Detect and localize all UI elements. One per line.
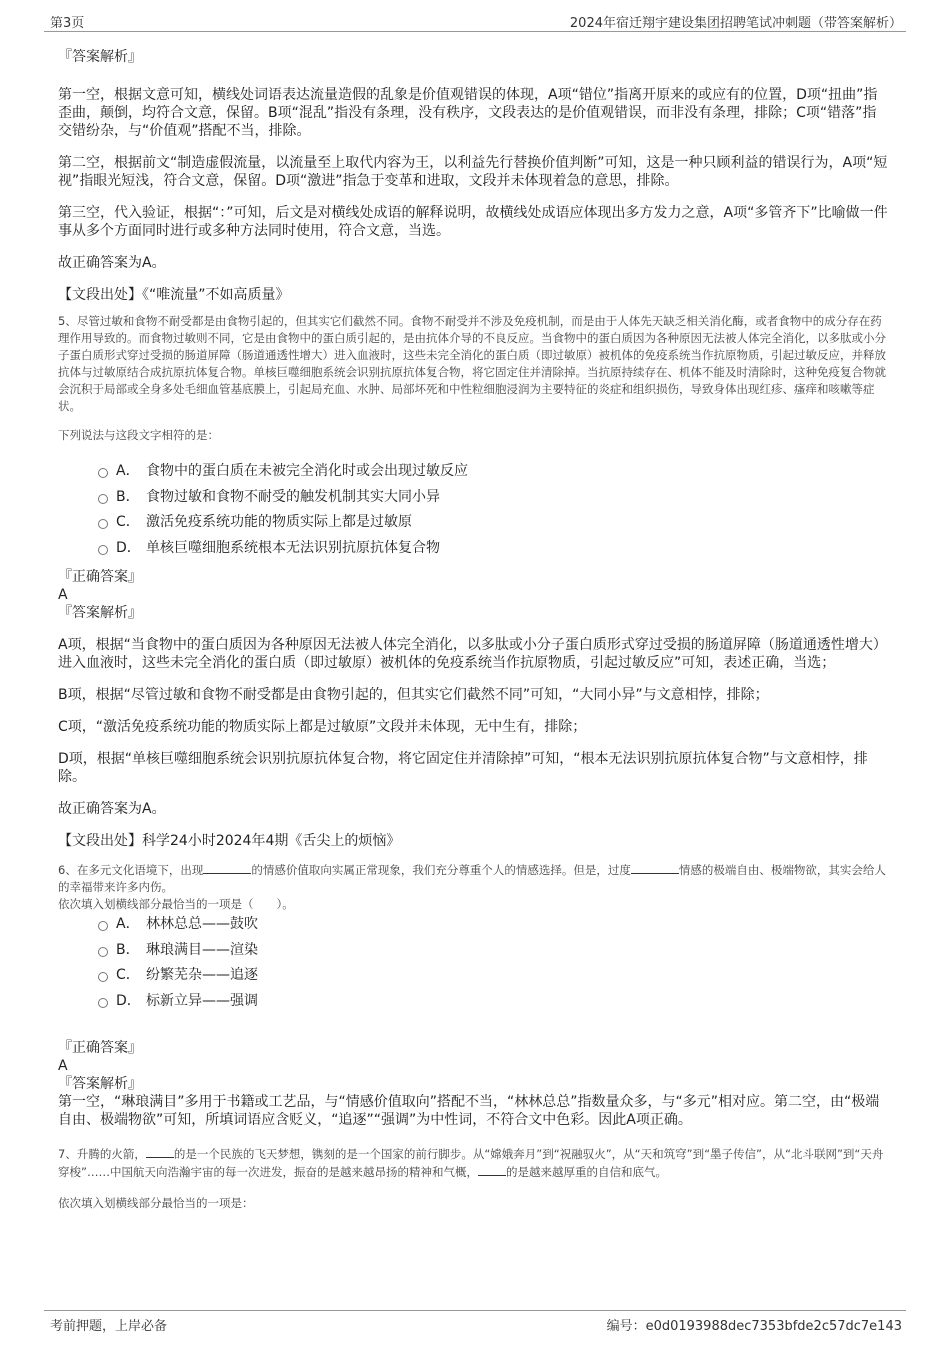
q6-analysis-label: 『答案解析』	[58, 1076, 142, 1092]
answer-blank	[203, 861, 251, 874]
q5-stem: 5、尽管过敏和食物不耐受都是由食物引起的，但其实它们截然不同。食物不耐受并不涉及免疫机制，而是由于人体先天缺乏相关消化酶，或者食物中的成分存在药理作用导致的。而食物过敏则不同，它是由食物中的蛋白质引起的，是由抗体介导的不良反应。当食物中的蛋白质因为各种原因无法被人体完全消化，以多肽或小分子蛋白质形式穿过受损的肠道屏障（肠道通透性增大）进入血液时，这些未完全消化的蛋白质（即过敏原）被机体的免疫系统当作抗原物质，引起过敏反应，并释放抗体与过敏原结合成抗原抗体复合物。单核巨噬细胞系统会识别抗原抗体复合物，将它固定住并清除掉。当抗原持续存在、机体不能及时清除时，这种免疫复合物就会沉积于局部或全身多处毛细血管基底膜上，引起局充血、水肿、局部坏死和中性粒细胞浸润为主要特征的炎症和组织损伤，导致身体出现红疹、瘙痒和咳嗽等症状。	[58, 314, 886, 413]
q5-answer-label: 『正确答案』	[58, 569, 142, 585]
radio-icon[interactable]	[98, 494, 108, 504]
q5-options	[58, 462, 890, 564]
q6-options	[58, 915, 890, 1017]
radio-icon[interactable]	[98, 545, 108, 555]
header-divider	[44, 31, 906, 32]
radio-icon[interactable]	[98, 519, 108, 529]
radio-icon[interactable]	[98, 921, 108, 931]
q6-answer: A	[58, 1058, 68, 1074]
q6-option-b[interactable]: B． 琳琅满目——渲染	[58, 941, 890, 967]
answer-blank	[631, 861, 679, 874]
q7-stem: 7、升腾的火箭， 的是一个民族的飞天梦想，镌刻的是一个国家的前行脚步。从“嫦娥奔月”到“祝融驭火”，从“天和筑穹”到“墨子传信”，从“北斗联网”到“天舟穿梭”……中国航天向浩瀚宇宙的每一次进发，振奋的是越来越昂扬的精神和气概， 的是越来越厚重的自信和底气。	[58, 1147, 884, 1179]
q6-stem: 6、在多元文化语境下，出现 的情感价值取向实属正常现象，我们充分尊重个人的情感选择。但是，过度 情感的极端自由、极端物欲，其实会给人的幸福带来许多内伤。	[58, 863, 886, 894]
q6-prompt: 依次填入划横线部分最恰当的一项是（ ）。	[58, 897, 294, 911]
q5-conclusion: 故正确答案为A。	[58, 801, 166, 817]
radio-icon[interactable]	[98, 998, 108, 1008]
q5-analysis-a: A项，根据“当食物中的蛋白质因为各种原因无法被人体完全消化，以多肽或小分子蛋白质形式穿过受损的肠道屏障（肠道通透性增大）进入血液时，这些未完全消化的蛋白质（即过敏原）被机体的免疫系统当作抗原物质，引起过敏反应”可知，表述正确，当选；	[58, 637, 887, 671]
radio-icon[interactable]	[98, 947, 108, 957]
q4-analysis-para3: 第三空，代入验证，根据“：”可知，后文是对横线处成语的解释说明，故横线处成语应体现出多方发力之意，A项“多管齐下”比喻做一件事从多个方面同时进行或多种方法同时使用，符合文意，当选。	[58, 205, 888, 239]
q5-prompt: 下列说法与这段文字相符的是：	[58, 428, 219, 442]
answer-blank	[146, 1145, 174, 1158]
q4-source: 【文段出处】《“唯流量”不如高质量》	[58, 287, 290, 303]
q5-option-b[interactable]: B． 食物过敏和食物不耐受的触发机制其实大同小异	[58, 488, 890, 514]
q4-conclusion: 故正确答案为A。	[58, 255, 166, 271]
q5-analysis-d: D项，根据“单核巨噬细胞系统会识别抗原抗体复合物，将它固定住并清除掉”可知，“根本无法识别抗原抗体复合物”与文意相悖，排除。	[58, 751, 868, 785]
q4-analysis-label: 『答案解析』	[58, 49, 142, 65]
q5-option-c[interactable]: C． 激活免疫系统功能的物质实际上都是过敏原	[58, 513, 890, 539]
q5-option-a[interactable]: A． 食物中的蛋白质在未被完全消化时或会出现过敏反应	[58, 462, 890, 488]
q6-analysis: 第一空，“琳琅满目”多用于书籍或工艺品，与“情感价值取向”搭配不当，“林林总总”指数量众多，与“多元”相对应。第二空，由“极端自由、极端物欲”可知，所填词语应含贬义，“追逐”“强调”为中性词，不符合文中色彩。因此A项正确。	[58, 1094, 880, 1128]
q6-option-c[interactable]: C． 纷繁芜杂——追逐	[58, 966, 890, 992]
page-header	[0, 0, 950, 34]
q7-prompt: 依次填入划横线部分最恰当的一项是：	[58, 1196, 254, 1210]
radio-icon[interactable]	[98, 972, 108, 982]
answer-blank	[478, 1163, 506, 1176]
q6-option-a[interactable]: A． 林林总总——鼓吹	[58, 915, 890, 941]
q5-source: 【文段出处】科学24小时2024年4期《舌尖上的烦恼》	[58, 833, 401, 849]
q5-analysis-b: B项，根据“尽管过敏和食物不耐受都是由食物引起的，但其实它们截然不同”可知，“大同小异”与文意相悖，排除；	[58, 687, 769, 703]
q6-answer-label: 『正确答案』	[58, 1040, 142, 1056]
q4-analysis-para2: 第二空，根据前文“制造虚假流量，以流量至上取代内容为王，以利益先行替换价值判断”可知，这是一种只顾利益的错误行为，A项“短视”指眼光短浅，符合文意，保留。D项“激进”指急于变革和进取，文段并未体现着急的意思，排除。	[58, 155, 888, 189]
radio-icon[interactable]	[98, 468, 108, 478]
document-title: 2024年宿迁翔宇建设集团招聘笔试冲刺题（带答案解析）	[569, 16, 902, 31]
q5-option-d[interactable]: D． 单核巨噬细胞系统根本无法识别抗原抗体复合物	[58, 539, 890, 565]
q5-answer: A	[58, 587, 68, 603]
page-number: 第3页	[50, 16, 85, 31]
q5-analysis-c: C项，“激活免疫系统功能的物质实际上都是过敏原”文段并未体现，无中生有，排除；	[58, 719, 587, 735]
footer-divider	[44, 1310, 906, 1311]
q6-option-d[interactable]: D． 标新立异——强调	[58, 992, 890, 1018]
footer-slogan: 考前押题，上岸必备	[50, 1319, 168, 1334]
q4-analysis-para1: 第一空，根据文意可知，横线处词语表达流量造假的乱象是价值观错误的体现，A项“错位”指离开原来的或应有的位置，D项“扭曲”指歪曲，颠倒，均符合文意，保留。B项“混乱”指没有条理，没有秩序，文段表达的是价值观错误，而非没有条理，排除；C项“错落”指交错纷杂，与“价值观”搭配不当，排除。	[58, 87, 878, 139]
footer-code: 编号：e0d0193988dec7353bfde2c57dc7e143	[606, 1319, 902, 1334]
q5-analysis-label: 『答案解析』	[58, 605, 142, 621]
document-body	[58, 44, 890, 1212]
